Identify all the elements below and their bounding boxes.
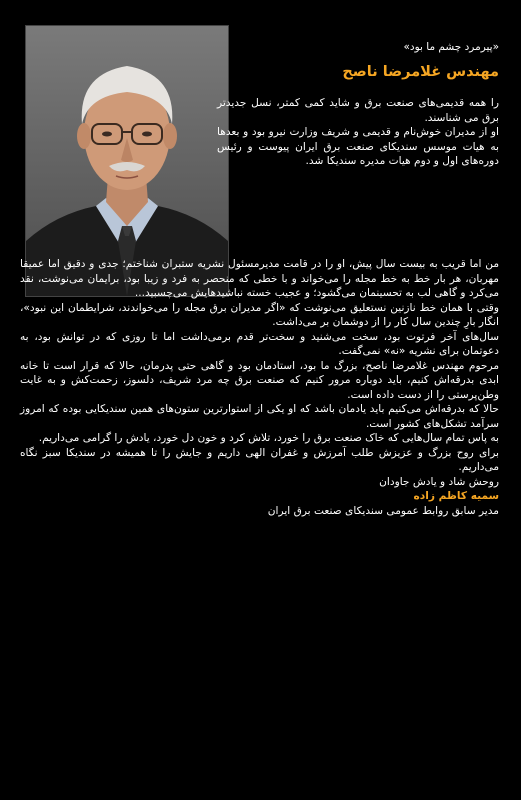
intro-paragraph: او از مدیران خوش‌نام و قدیمی و شریف وزارت نیرو بود و بعدها به هیات موسس سندیکای صنعت برق ایران پیوست و رئیس دوره‌های اول و دوم هیات مدیره سندیکا شد. <box>217 126 499 167</box>
honoree-name: مهندس غلامرضا ناصح <box>342 64 499 80</box>
header-block <box>229 40 499 82</box>
body-paragraph: من اما قریب به بیست سال پیش، او را در قامت مدیرمسئول نشریه ستبران شناختم؛ جدی و دقیق اما عمیقا مهربان، هر بار خط به خط مجله را می‌خواند و با خطی که منحصر به فرد و زیبا بود، برایمان می‌نوشت، نقد می‌کرد و گاهی لب به تحسینمان می‌گشود؛ و عجیب خسته نباشیدهایش می‌چسبید... <box>20 258 499 299</box>
body-paragraph: برای روح بزرگ و عزیزش طلب آمرزش و غفران الهی داریم و جایش را تا همیشه در سندیکا سبز نگاه می‌داریم. <box>20 446 499 473</box>
subtitle: «پیرمرد چشم ما بود» <box>403 41 499 53</box>
portrait-illustration <box>26 26 228 296</box>
signature-title: مدیر سابق روابط عمومی سندیکای صنعت برق ایران <box>267 504 499 517</box>
intro-text <box>217 96 499 169</box>
closing-line: روحش شاد و یادش جاودان <box>379 475 499 488</box>
body-paragraph: حالا که بدرقه‌اش می‌کنیم باید یادمان باشد که او یکی از استوارترین ستون‌های همین سندیکایی بوده که امروز سرآمد تشکل‌های کشور است. <box>20 403 499 430</box>
body-paragraph: به پاس تمام سال‌هایی که خاک صنعت برق را خورد، تلاش کرد و خون دل خورد، یادش را گرامی می‌داریم. <box>38 432 499 444</box>
body-paragraph: وقتی با همان خط نازنین نستعلیق می‌نوشت که «اگر مدیران برق مجله را می‌خواندند، شرایطمان این نبود»، انگار بارِ چندین سال کار را از دوشمان بر می‌داشت. <box>20 301 499 328</box>
body-paragraph: مرحوم مهندس غلامرضا ناصح، بزرگ ما بود، استادمان بود و گاهی حتی پدرمان، حالا که قرار است تا خانه ابدی بدرقه‌اش کنیم، باید دوباره مرور کنیم که صنعت برق چه مرد شریف، دلسوز، زحمت‌کش و به غایت وطن‌پرستی را از دست داده است. <box>20 359 499 401</box>
intro-paragraph: را همه قدیمی‌های صنعت برق و شاید کمی کمتر، نسل جدیدتر برق می شناسند. <box>217 97 499 124</box>
body-paragraph: سال‌های آخر فرتوت بود، سخت می‌شنید و سخت‌تر قدم برمی‌داشت اما تا روزی که در توانش بود، به دعوتمان برای نشریه «نه» نمی‌گفت. <box>20 330 499 357</box>
body-text <box>20 257 499 518</box>
signature-name: سمیه کاظم زاده <box>413 490 499 502</box>
